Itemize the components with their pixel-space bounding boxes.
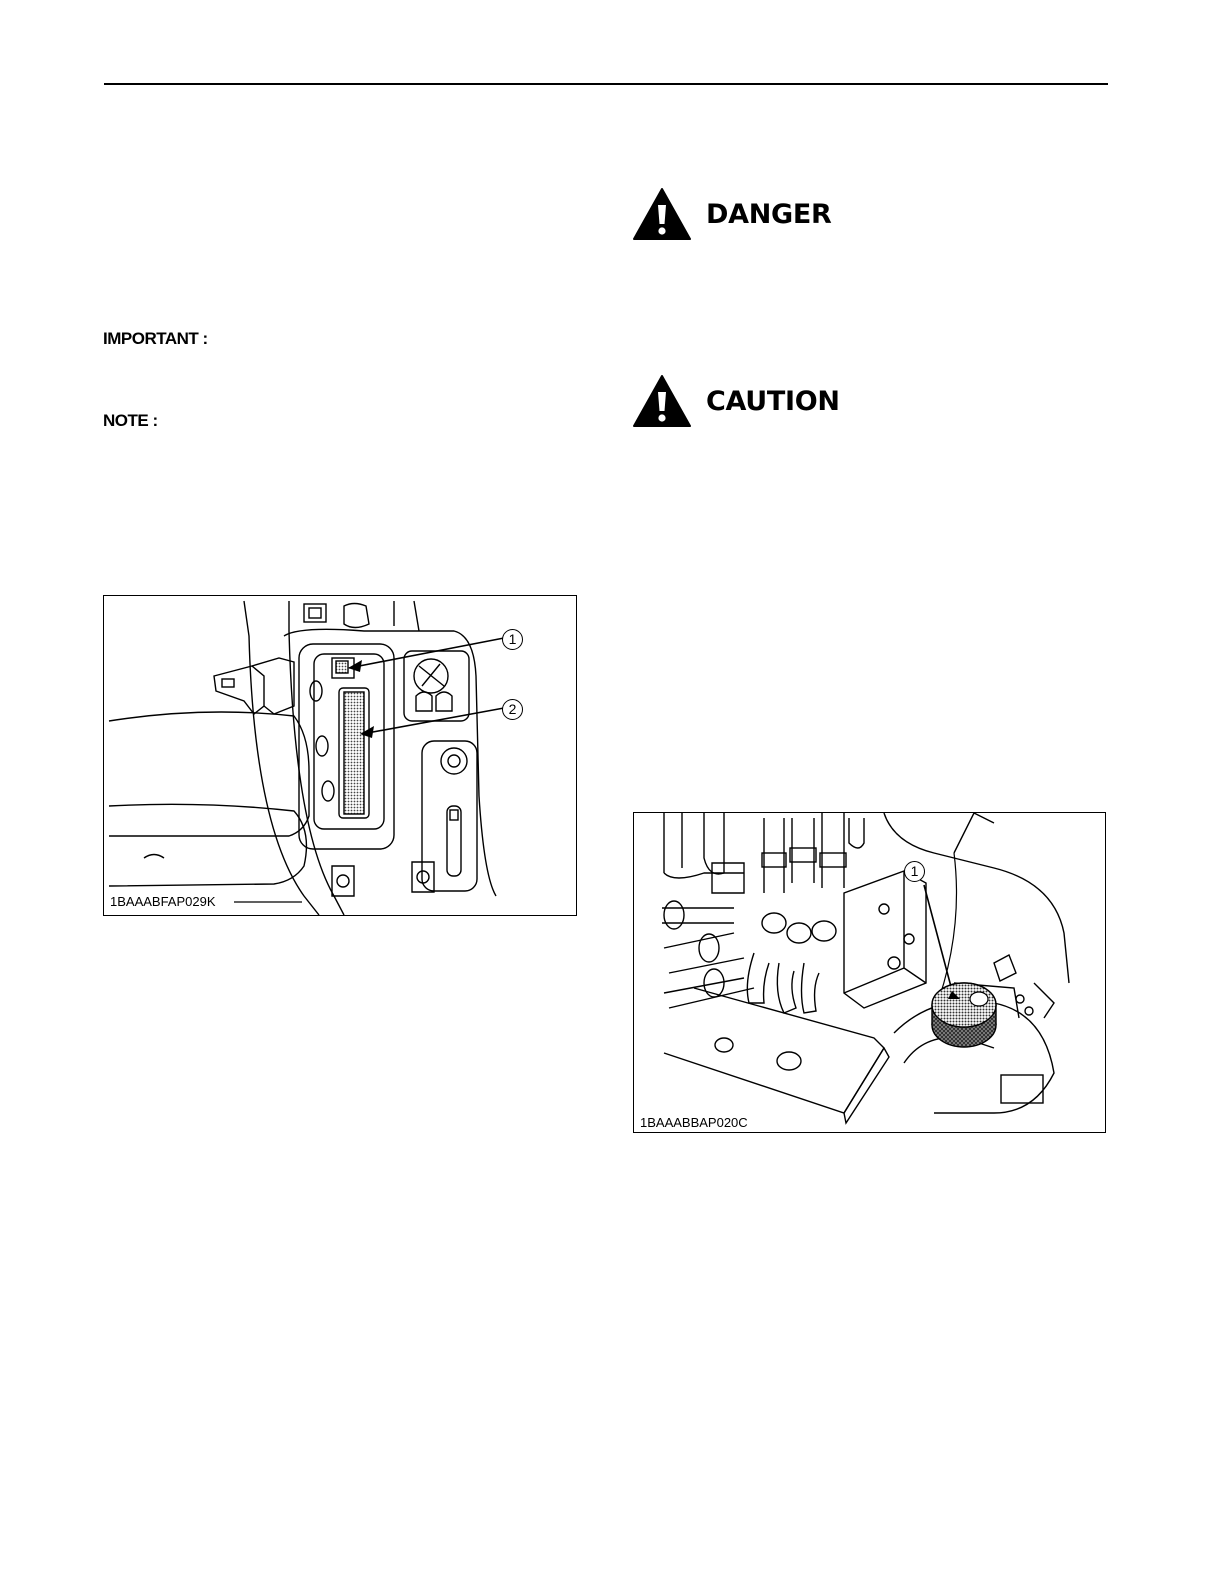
callout-2: 2 <box>502 699 523 720</box>
figure-console <box>103 595 577 916</box>
figure-code: 1BAAABBAP020C <box>638 1115 752 1130</box>
warning-triangle-icon <box>632 374 692 428</box>
danger-signal <box>632 187 832 241</box>
hydraulic-illustration <box>634 813 1105 1132</box>
caution-label: CAUTION <box>706 385 840 417</box>
callout-1: 1 <box>904 861 925 882</box>
header-rule <box>104 83 1108 85</box>
important-label: IMPORTANT : <box>103 329 208 348</box>
danger-label: DANGER <box>706 198 832 230</box>
callout-1: 1 <box>502 629 523 650</box>
warning-triangle-icon <box>632 187 692 241</box>
note-label: NOTE : <box>103 411 158 430</box>
figure-hydraulic <box>633 812 1106 1133</box>
figure-code: 1BAAABFAP029K <box>108 894 220 909</box>
caution-signal <box>632 374 840 428</box>
